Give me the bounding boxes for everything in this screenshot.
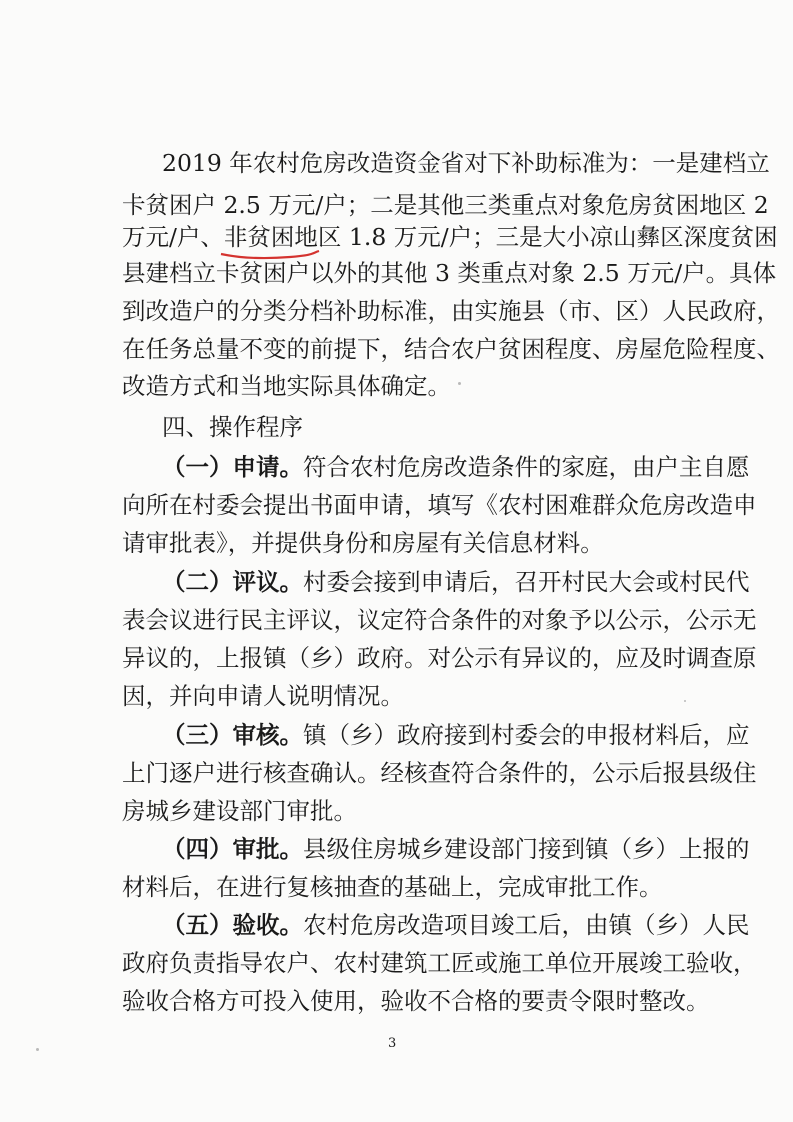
para1-line7: 改造方式和当地实际具体确定。 <box>122 372 451 400</box>
item1-line1 <box>162 452 793 482</box>
scan-speck <box>458 382 461 385</box>
para1-line2: 卡贫困户 2.5 万元/户；二是其他三类重点对象危房贫困地区 2 <box>122 191 769 219</box>
item2-line2: 表会议进行民主评议，议定符合条件的对象予以公示，公示无 <box>122 606 757 634</box>
para1-line3-end: 三是大小凉山彝区深度贫困 <box>495 223 778 251</box>
item2-line3: 异议的，上报镇（乡）政府。对公示有异议的，应及时调查原 <box>122 644 757 672</box>
item4-text: 县级住房城乡建设部门接到镇（乡）上报的 <box>303 835 750 863</box>
item3-line1 <box>162 720 793 750</box>
item5-line1 <box>162 910 793 940</box>
item4-label: （四）审批。 <box>162 835 303 863</box>
highlighted-subsidy-text: 非贫困地区 1.8 万元/户； <box>223 223 496 251</box>
para1-line1: 2019 年农村危房改造资金省对下补助标准为：一是建档立 <box>162 149 770 177</box>
item2-line4: 因，并向申请人说明情况。 <box>122 682 404 710</box>
item1-label: （一）申请。 <box>162 453 303 481</box>
item1-line3: 请审批表》，并提供身份和房屋有关信息材料。 <box>122 529 604 557</box>
para1-line6: 在任务总量不变的前提下，结合农户贫困程度、房屋危险程度、 <box>122 335 780 363</box>
para1-line5: 到改造户的分类分档补助标准，由实施县（市、区）人民政府， <box>122 297 780 325</box>
item1-text: 符合农村危房改造条件的家庭，由户主自愿 <box>303 453 750 481</box>
para1-line4: 县建档立卡贫困户以外的其他 3 类重点对象 2.5 万元/户。具体 <box>122 259 777 287</box>
para1-line3-start: 万元/户、 <box>122 223 224 251</box>
item3-line3: 房城乡建设部门审批。 <box>122 797 357 825</box>
item5-label: （五）验收。 <box>162 911 303 939</box>
scan-speck <box>684 700 686 702</box>
item1-line2: 向所在村委会提出书面申请，填写《农村困难群众危房改造申 <box>122 491 757 519</box>
page-number: 3 <box>388 1036 397 1051</box>
item4-line2: 材料后，在进行复核抽查的基础上，完成审批工作。 <box>122 873 663 901</box>
item3-text: 镇（乡）政府接到村委会的申报材料后，应 <box>303 721 750 749</box>
section-heading: 四、操作程序 <box>162 413 303 441</box>
highlighted-subsidy <box>224 223 496 251</box>
item4-line1 <box>162 834 793 864</box>
item2-line1 <box>162 567 793 597</box>
item2-text: 村委会接到申请后，召开村民大会或村民代 <box>303 568 750 596</box>
item3-label: （三）审核。 <box>162 721 303 749</box>
scan-speck <box>36 1048 39 1051</box>
item5-text: 农村危房改造项目竣工后，由镇（乡）人民 <box>303 911 750 939</box>
item5-line2: 政府负责指导农户、农村建筑工匠或施工单位开展竣工验收， <box>122 949 757 977</box>
item2-label: （二）评议。 <box>162 568 303 596</box>
item3-line2: 上门逐户进行核查确认。经核查符合条件的，公示后报县级住 <box>122 759 757 787</box>
item5-line3: 验收合格方可投入使用，验收不合格的要责令限时整改。 <box>122 987 710 1015</box>
para1-line3 <box>122 222 793 252</box>
